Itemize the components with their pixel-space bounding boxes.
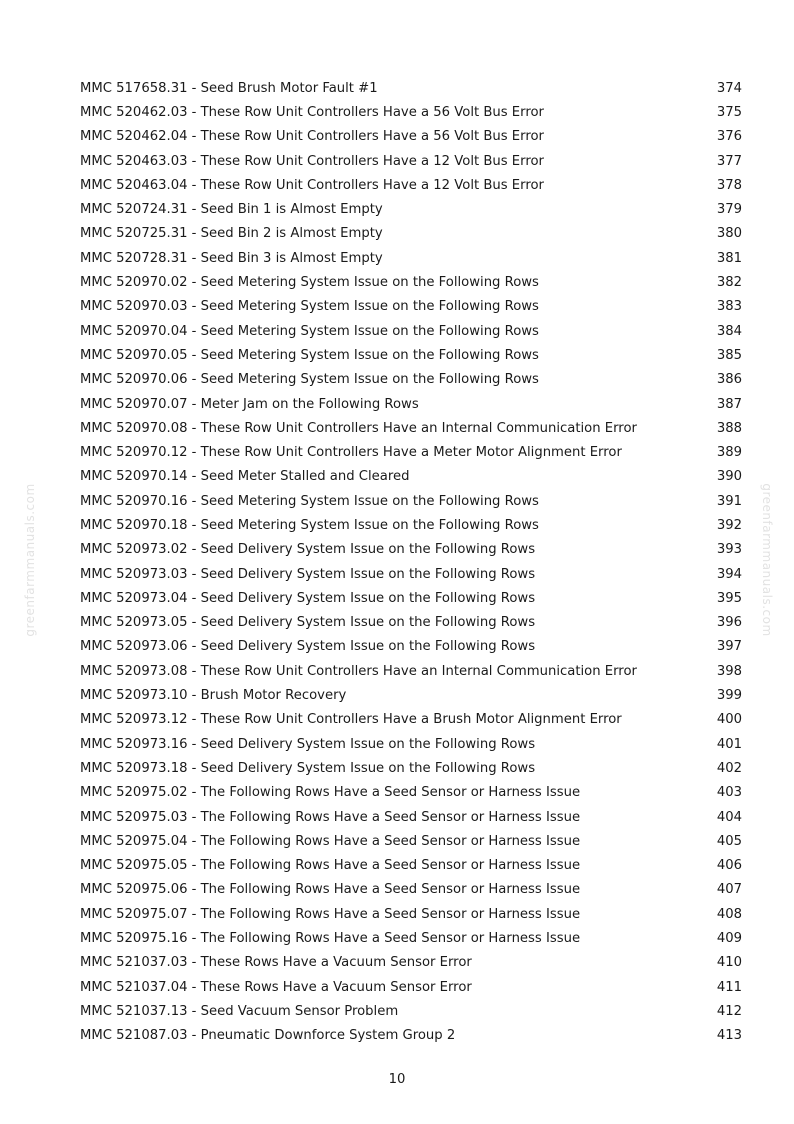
toc-entry-page: 392 — [716, 517, 742, 533]
toc-entry-page: 399 — [716, 688, 742, 704]
toc-entry-title: MMC 520973.03 - Seed Delivery System Issue on the Following Rows — [80, 566, 536, 582]
toc-entry-title: MMC 520970.12 - These Row Unit Controllers Have a Meter Motor Alignment Error — [80, 445, 622, 461]
toc-entry[interactable] — [80, 465, 742, 489]
watermark-right: greenfarmmanuals.com — [760, 483, 774, 637]
toc-entry-page: 400 — [716, 712, 742, 728]
toc-entry-page: 381 — [716, 250, 742, 266]
toc-entry[interactable] — [80, 173, 742, 197]
toc-entry-page: 395 — [716, 590, 742, 606]
toc-entry[interactable] — [80, 975, 742, 999]
page-number: 10 — [388, 1072, 406, 1087]
toc-entry[interactable] — [80, 295, 742, 319]
toc-entry[interactable] — [80, 708, 742, 732]
toc-entry-page: 396 — [716, 615, 742, 631]
toc-entry[interactable] — [80, 368, 742, 392]
toc-entry-page: 409 — [716, 931, 742, 947]
toc-entry-page: 376 — [716, 129, 742, 145]
toc-entry-page: 410 — [716, 955, 742, 971]
toc-entry-page: 406 — [716, 858, 742, 874]
toc-entry-title: MMC 521037.13 - Seed Vacuum Sensor Problem — [80, 1003, 399, 1019]
toc-entry-page: 394 — [716, 566, 742, 582]
toc-entry-title: MMC 520975.16 - The Following Rows Have a Seed Sensor or Harness Issue — [80, 931, 581, 947]
toc-entry-title: MMC 520970.08 - These Row Unit Controllers Have an Internal Communication Error — [80, 420, 637, 436]
toc-entry[interactable] — [80, 343, 742, 367]
toc-entry[interactable] — [80, 246, 742, 270]
toc-entry-page: 390 — [716, 469, 742, 485]
toc-entry-title: MMC 520724.31 - Seed Bin 1 is Almost Empty — [80, 202, 383, 218]
toc-entry-page: 380 — [716, 226, 742, 242]
toc-entry-page: 407 — [716, 882, 742, 898]
toc-entry-title: MMC 520975.05 - The Following Rows Have a Seed Sensor or Harness Issue — [80, 858, 581, 874]
toc-entry-title: MMC 520970.05 - Seed Metering System Issue on the Following Rows — [80, 347, 539, 363]
toc-entry-title: MMC 520970.04 - Seed Metering System Issue on the Following Rows — [80, 323, 539, 339]
toc-entry-page: 388 — [716, 420, 742, 436]
toc-entry-page: 386 — [716, 372, 742, 388]
toc-entry-page: 374 — [716, 80, 742, 96]
table-of-contents — [80, 76, 742, 1048]
toc-entry-title: MMC 520970.07 - Meter Jam on the Following Rows — [80, 396, 419, 412]
toc-entry-page: 398 — [716, 663, 742, 679]
toc-entry[interactable] — [80, 222, 742, 246]
toc-entry[interactable] — [80, 76, 742, 100]
toc-entry[interactable] — [80, 756, 742, 780]
toc-entry-title: MMC 521087.03 - Pneumatic Downforce System Group 2 — [80, 1028, 456, 1044]
toc-entry-page: 397 — [716, 639, 742, 655]
toc-entry-page: 405 — [716, 833, 742, 849]
toc-entry-title: MMC 520970.18 - Seed Metering System Issue on the Following Rows — [80, 517, 539, 533]
toc-entry-title: MMC 520975.07 - The Following Rows Have a Seed Sensor or Harness Issue — [80, 906, 581, 922]
toc-entry[interactable] — [80, 829, 742, 853]
toc-entry-title: MMC 520973.05 - Seed Delivery System Issue on the Following Rows — [80, 615, 536, 631]
toc-entry-title: MMC 520973.08 - These Row Unit Controllers Have an Internal Communication Error — [80, 663, 637, 679]
toc-entry-page: 402 — [716, 760, 742, 776]
toc-entry[interactable] — [80, 999, 742, 1023]
toc-entry[interactable] — [80, 538, 742, 562]
toc-entry[interactable] — [80, 926, 742, 950]
toc-entry-page: 408 — [716, 906, 742, 922]
toc-entry[interactable] — [80, 854, 742, 878]
toc-entry[interactable] — [80, 611, 742, 635]
toc-entry-title: MMC 520970.14 - Seed Meter Stalled and Cleared — [80, 469, 410, 485]
toc-entry-title: MMC 520973.06 - Seed Delivery System Issue on the Following Rows — [80, 639, 536, 655]
toc-entry-title: MMC 520973.04 - Seed Delivery System Issue on the Following Rows — [80, 590, 536, 606]
toc-entry-title: MMC 521037.03 - These Rows Have a Vacuum Sensor Error — [80, 955, 472, 971]
toc-entry-title: MMC 520463.04 - These Row Unit Controllers Have a 12 Volt Bus Error — [80, 177, 544, 193]
toc-entry-page: 404 — [716, 809, 742, 825]
toc-entry-title: MMC 520462.03 - These Row Unit Controllers Have a 56 Volt Bus Error — [80, 104, 544, 120]
toc-entry[interactable] — [80, 732, 742, 756]
toc-entry-page: 412 — [716, 1003, 742, 1019]
toc-entry-page: 411 — [716, 979, 742, 995]
toc-entry[interactable] — [80, 416, 742, 440]
toc-entry-page: 393 — [716, 542, 742, 558]
toc-entry[interactable] — [80, 951, 742, 975]
toc-entry[interactable] — [80, 197, 742, 221]
toc-entry[interactable] — [80, 586, 742, 610]
toc-entry-title: MMC 520970.16 - Seed Metering System Issue on the Following Rows — [80, 493, 539, 509]
toc-entry-title: MMC 520462.04 - These Row Unit Controllers Have a 56 Volt Bus Error — [80, 129, 544, 145]
toc-entry-page: 382 — [716, 275, 742, 291]
toc-entry-page: 387 — [716, 396, 742, 412]
toc-entry-title: MMC 520970.03 - Seed Metering System Issue on the Following Rows — [80, 299, 539, 315]
toc-entry-title: MMC 520728.31 - Seed Bin 3 is Almost Empty — [80, 250, 383, 266]
toc-entry[interactable] — [80, 659, 742, 683]
toc-entry[interactable] — [80, 1024, 742, 1048]
toc-entry-title: MMC 520975.02 - The Following Rows Have a Seed Sensor or Harness Issue — [80, 785, 581, 801]
toc-entry-title: MMC 520463.03 - These Row Unit Controllers Have a 12 Volt Bus Error — [80, 153, 544, 169]
toc-entry-title: MMC 520975.03 - The Following Rows Have a Seed Sensor or Harness Issue — [80, 809, 581, 825]
toc-entry[interactable] — [80, 902, 742, 926]
toc-entry-title: MMC 520973.02 - Seed Delivery System Issue on the Following Rows — [80, 542, 536, 558]
toc-entry-title: MMC 521037.04 - These Rows Have a Vacuum Sensor Error — [80, 979, 472, 995]
toc-entry-page: 401 — [716, 736, 742, 752]
toc-entry[interactable] — [80, 149, 742, 173]
toc-entry[interactable] — [80, 270, 742, 294]
toc-entry-page: 375 — [716, 104, 742, 120]
toc-entry[interactable] — [80, 125, 742, 149]
toc-entry-page: 379 — [716, 202, 742, 218]
watermark-left: greenfarmmanuals.com — [23, 483, 37, 637]
toc-entry-page: 378 — [716, 177, 742, 193]
toc-entry-title: MMC 520973.12 - These Row Unit Controllers Have a Brush Motor Alignment Error — [80, 712, 622, 728]
toc-entry[interactable] — [80, 319, 742, 343]
toc-entry[interactable] — [80, 440, 742, 464]
toc-entry[interactable] — [80, 489, 742, 513]
toc-entry-page: 377 — [716, 153, 742, 169]
toc-entry[interactable] — [80, 100, 742, 124]
toc-entry-page: 413 — [716, 1028, 742, 1044]
toc-entry-title: MMC 520970.06 - Seed Metering System Issue on the Following Rows — [80, 372, 539, 388]
toc-entry-page: 383 — [716, 299, 742, 315]
toc-entry[interactable] — [80, 392, 742, 416]
toc-entry-page: 385 — [716, 347, 742, 363]
toc-entry-page: 403 — [716, 785, 742, 801]
toc-entry-page: 389 — [716, 445, 742, 461]
toc-entry[interactable] — [80, 781, 742, 805]
toc-entry-title: MMC 517658.31 - Seed Brush Motor Fault #1 — [80, 80, 378, 96]
toc-entry-page: 391 — [716, 493, 742, 509]
toc-entry-title: MMC 520973.18 - Seed Delivery System Issue on the Following Rows — [80, 760, 536, 776]
toc-entry-page: 384 — [716, 323, 742, 339]
toc-entry[interactable] — [80, 562, 742, 586]
toc-entry-title: MMC 520973.16 - Seed Delivery System Issue on the Following Rows — [80, 736, 536, 752]
toc-entry-title: MMC 520975.06 - The Following Rows Have a Seed Sensor or Harness Issue — [80, 882, 581, 898]
toc-entry[interactable] — [80, 635, 742, 659]
toc-entry-title: MMC 520973.10 - Brush Motor Recovery — [80, 688, 347, 704]
toc-entry-title: MMC 520975.04 - The Following Rows Have a Seed Sensor or Harness Issue — [80, 833, 581, 849]
toc-entry-title: MMC 520725.31 - Seed Bin 2 is Almost Empty — [80, 226, 383, 242]
toc-entry-title: MMC 520970.02 - Seed Metering System Issue on the Following Rows — [80, 275, 539, 291]
toc-entry[interactable] — [80, 683, 742, 707]
toc-entry[interactable] — [80, 878, 742, 902]
toc-entry[interactable] — [80, 805, 742, 829]
toc-entry[interactable] — [80, 513, 742, 537]
